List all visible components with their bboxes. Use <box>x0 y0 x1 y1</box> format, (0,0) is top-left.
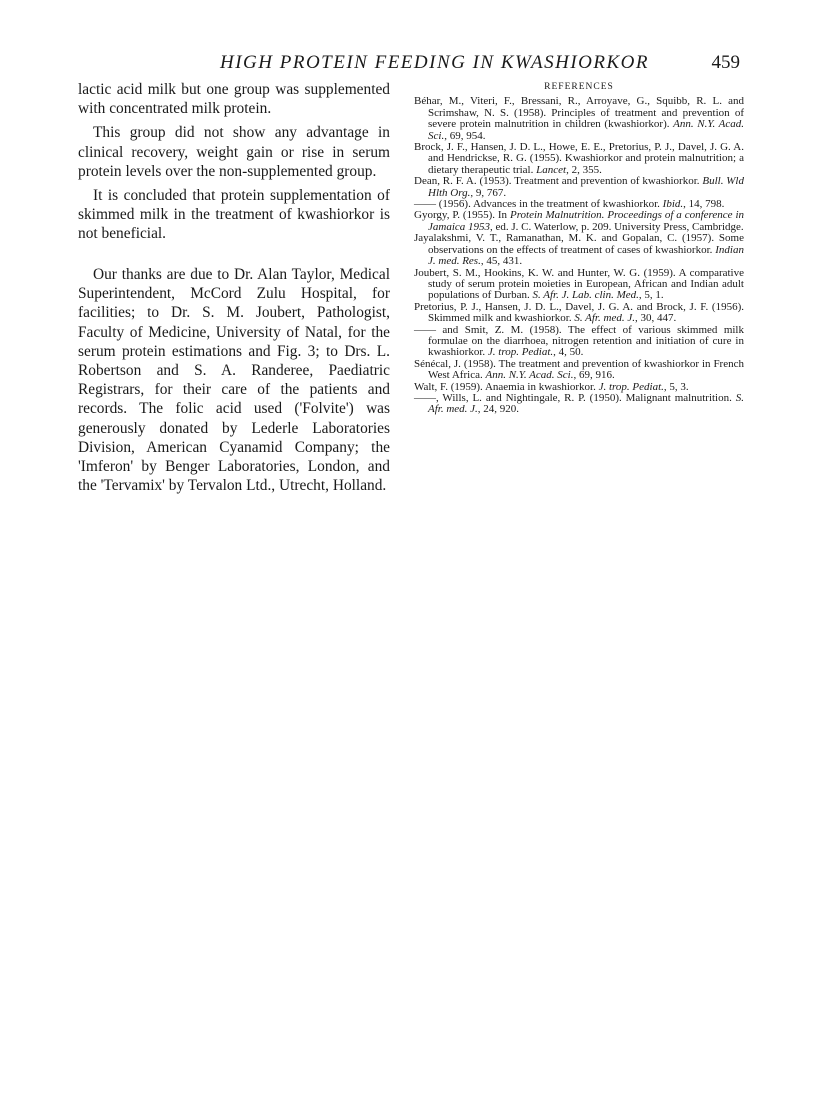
reference-text: —— (1956). Advances in the treatment of kwashiorkor. <box>414 198 663 211</box>
reference-volume-page: , 69, 916. <box>573 369 615 382</box>
reference-volume-page: , 4, 50. <box>553 346 584 359</box>
reference-journal: J. trop. Pediat. <box>598 380 664 393</box>
reference-journal: Ann. N.Y. Acad. Sci. <box>485 369 574 382</box>
body-text <box>78 80 390 244</box>
reference-volume-page: , 14, 798. <box>683 198 725 211</box>
reference-text: Béhar, M., Viteri, F., Bressani, R., Arroyave, G., Squibb, R. L. and Scrimshaw, N. S. (1958). Principles of treatment and prevention of severe protein malnutrition in children (kwashiorkor). <box>414 95 744 131</box>
reference-volume-page: , 5, 1. <box>638 289 664 302</box>
acknowledgement-paragraph: Our thanks are due to Dr. Alan Taylor, Medical Superintendent, McCord Zulu Hospital, for facilities; to Dr. S. M. Joubert, Pathologist, Faculty of Medicine, University of Natal, for the serum protein estimations and Fig. 3; to Drs. L. Robertson and S. A. Randeree, Paediatric Registrars, for their care of the patients and records. The folic acid used ('Folvite') was generously donated by Lederle Laboratories Division, American Cyanamid Company; the 'Imferon' by Benger Laboratories, London, and the 'Tervamix' by Tervalon Ltd., Utrecht, Holland. <box>78 266 390 495</box>
reference-item <box>414 96 744 142</box>
reference-journal: Indian J. med. Res. <box>428 243 744 268</box>
body-paragraph: This group did not show any advantage in clinical recovery, weight gain or rise in serum protein levels over the non-supplemented group. <box>78 124 390 180</box>
reference-text: Dean, R. F. A. (1953). Treatment and prevention of kwashiorkor. <box>414 175 703 188</box>
reference-text: Jayalakshmi, V. T., Ramanathan, M. K. and Gopalan, C. (1957). Some observations on the effects of treatment of cases of kwashiorkor. <box>414 232 744 256</box>
reference-volume-page: , 2, 355. <box>566 163 602 176</box>
reference-text: Walt, F. (1959). Anaemia in kwashiorkor. <box>414 380 599 393</box>
reference-volume-page: , 30, 447. <box>634 312 677 325</box>
reference-item <box>414 176 744 199</box>
body-paragraph: lactic acid milk but one group was supplemented with concentrated milk protein. <box>78 81 390 118</box>
page-number: 459 <box>711 52 740 73</box>
reference-item <box>414 142 744 176</box>
reference-item <box>414 359 744 382</box>
reference-volume-page: , 5, 3. <box>663 380 689 393</box>
reference-list <box>414 96 744 415</box>
reference-text: Sénécal, J. (1958). The treatment and prevention of kwashiorkor in French West Africa. <box>414 357 744 382</box>
reference-volume-page: , 9, 767. <box>470 186 507 199</box>
reference-text: Pretorius, P. J., Hansen, J. D. L., Davel, J. G. A. and Brock, J. F. (1956). Skimmed milk and kwashiorkor. <box>414 300 744 325</box>
body-paragraph: It is concluded that protein supplementation of skimmed milk in the treatment of kwashiorkor is not beneficial. <box>78 187 390 243</box>
running-title: HIGH PROTEIN FEEDING IN KWASHIORKOR <box>220 52 650 73</box>
reference-volume-page: , ed. J. C. Waterlow, p. 209. University Press, Cambridge. <box>490 220 744 233</box>
reference-item <box>414 325 744 359</box>
reference-journal: Protein Malnutrition. Proceedings of a conference in Jamaica 1953 <box>428 209 744 233</box>
reference-journal: S. Afr. med. J. <box>574 312 635 325</box>
reference-text: —— and Smit, Z. M. (1958). The effect of various skimmed milk formulae on the diarrhoea, nitrogen retention and initiation of cure in kwashiorkor. <box>414 323 744 359</box>
reference-item <box>414 210 744 233</box>
reference-text: Joubert, S. M., Hookins, K. W. and Hunter, W. G. (1959). A comparative study of serum protein moieties in European, African and Indian adult populations of Durban. <box>414 266 744 302</box>
reference-text: ——, Wills, L. and Nightingale, R. P. (1950). Malignant malnutrition. <box>414 391 736 404</box>
references-section <box>414 82 744 416</box>
references-heading: REFERENCES <box>544 82 614 92</box>
reference-item <box>414 302 744 325</box>
reference-volume-page: , 24, 920. <box>477 403 520 416</box>
reference-journal: Bull. Wld Hlth Org. <box>428 175 744 199</box>
acknowledgements <box>78 265 390 495</box>
reference-item <box>414 233 744 267</box>
reference-item <box>414 393 744 416</box>
reference-text: Brock, J. F., Hansen, J. D. L., Howe, E. E., Pretorius, P. J., Davel, J. G. A. and Hendrickse, R. G. (1955). Kwashiorkor and protein malnutrition; a dietary therapeutic trial. <box>414 141 744 176</box>
reference-item <box>414 268 744 302</box>
reference-text: Gyorgy, P. (1955). In <box>414 209 510 222</box>
reference-journal: Lancet <box>536 163 567 176</box>
reference-volume-page: , 45, 431. <box>480 255 523 268</box>
reference-journal: Ibid. <box>662 198 684 211</box>
reference-journal: J. trop. Pediat. <box>487 346 554 359</box>
reference-journal: S. Afr. J. Lab. clin. Med. <box>532 289 639 302</box>
reference-journal: S. Afr. med. J. <box>428 391 744 416</box>
reference-volume-page: , 69, 954. <box>444 129 486 142</box>
reference-journal: Ann. N.Y. Acad. Sci. <box>428 118 744 142</box>
